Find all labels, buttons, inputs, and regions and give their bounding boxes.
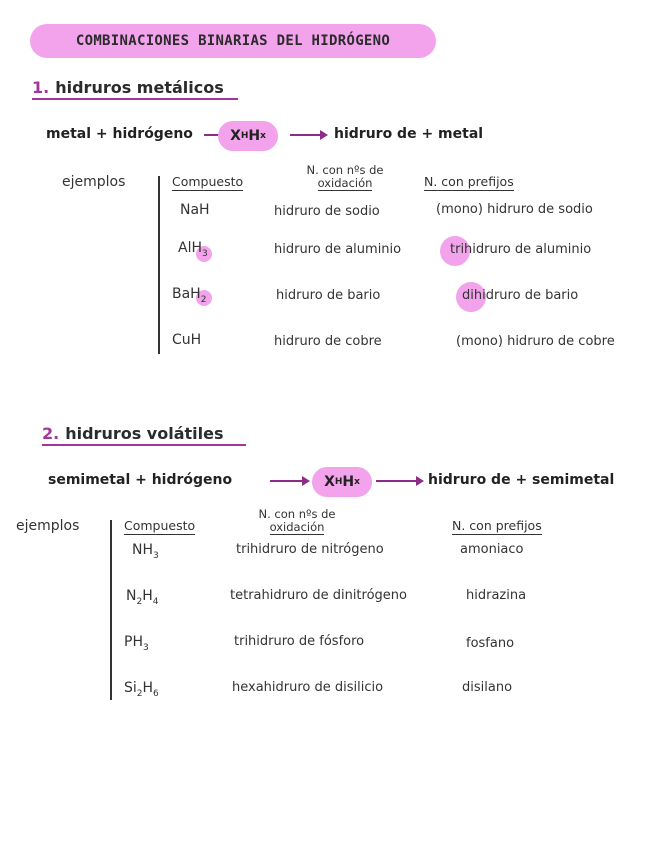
reaction-1-arrow-right (290, 134, 326, 136)
section-2-number: 2. (42, 424, 60, 443)
table-2-row-1-formula: $NH_3$ (132, 542, 159, 561)
section-2-underline (42, 444, 246, 446)
table-2-row-1-prefijos: amoniaco (460, 542, 524, 557)
table-1-header-oxidacion: N. con nºs de oxidación (306, 163, 384, 190)
reaction-2-product: hidruro de + semimetal (428, 472, 615, 488)
table-1-header-compuesto: Compuesto (172, 174, 244, 189)
reaction-1-reactants: metal + hidrógeno (46, 126, 193, 142)
table-2-row-3-oxidacion: trihidruro de fósforo (234, 634, 365, 649)
table-1-row-2-prefijos: trihidruro de aluminio (450, 242, 592, 257)
table-2-row-2-prefijos: hidrazina (466, 588, 527, 603)
table-2-row-2-formula: $N_2H_4$ (126, 588, 159, 607)
table-1-row-1-oxidacion: hidruro de sodio (274, 204, 380, 219)
table-1-row-1-prefijos: (mono) hidruro de sodio (436, 202, 593, 217)
section-1-title: hidruros metálicos (55, 78, 224, 97)
table-2-row-3-formula: $PH_3$ (124, 634, 149, 653)
reaction-1-product: hidruro de + metal (334, 126, 484, 142)
section-2-title: hidruros volátiles (65, 424, 224, 443)
table-1-row-4-prefijos: (mono) hidruro de cobre (456, 334, 615, 349)
reaction-2-reactants: semimetal + hidrógeno (48, 472, 233, 488)
table-2-row-4-oxidacion: hexahidruro de disilicio (232, 680, 384, 695)
reaction-2-arrow-left (270, 480, 308, 482)
ejemplos-label-2: ejemplos (16, 518, 80, 534)
table-2-row-4-formula: $Si_2H_6$ (124, 680, 159, 699)
table-1-row-2-formula: AlH$_3$ (178, 240, 208, 259)
section-1-heading (32, 78, 224, 97)
table-1-row-3-prefijos: dihidruro de bario (462, 288, 579, 303)
table-1-header-prefijos: N. con prefijos (424, 174, 514, 189)
table-2-header-prefijos: N. con prefijos (452, 518, 542, 533)
table-2-divider (110, 520, 112, 700)
reaction-1-formula: X H H x (218, 121, 278, 151)
table-1-row-3-formula: BaH$_2$ (172, 286, 207, 305)
table-2-row-3-prefijos: fosfano (466, 636, 515, 651)
table-2-row-2-oxidacion: tetrahidruro de dinitrógeno (230, 588, 407, 603)
section-1-underline (32, 98, 238, 100)
reaction-2-arrow-right (376, 480, 422, 482)
table-1-row-2-oxidacion: hidruro de aluminio (274, 242, 402, 257)
page-title: COMBINACIONES BINARIAS DEL HIDRÓGENO (30, 24, 436, 58)
table-1-row-4-formula: CuH (172, 332, 202, 348)
table-1-row-4-oxidacion: hidruro de cobre (274, 334, 382, 349)
table-1-row-1-formula: NaH (180, 202, 210, 218)
table-2-row-1-oxidacion: trihidruro de nitrógeno (236, 542, 384, 557)
table-1-row-3-oxidacion: hidruro de bario (276, 288, 381, 303)
reaction-2-formula: X H H x (312, 467, 372, 497)
table-1-divider (158, 176, 160, 354)
ejemplos-label-1: ejemplos (62, 174, 126, 190)
section-2-heading (42, 424, 224, 443)
section-1-number: 1. (32, 78, 50, 97)
table-2-row-4-prefijos: disilano (462, 680, 513, 695)
table-2-header-compuesto: Compuesto (124, 518, 196, 533)
table-2-header-oxidacion: N. con nºs de oxidación (258, 507, 336, 534)
